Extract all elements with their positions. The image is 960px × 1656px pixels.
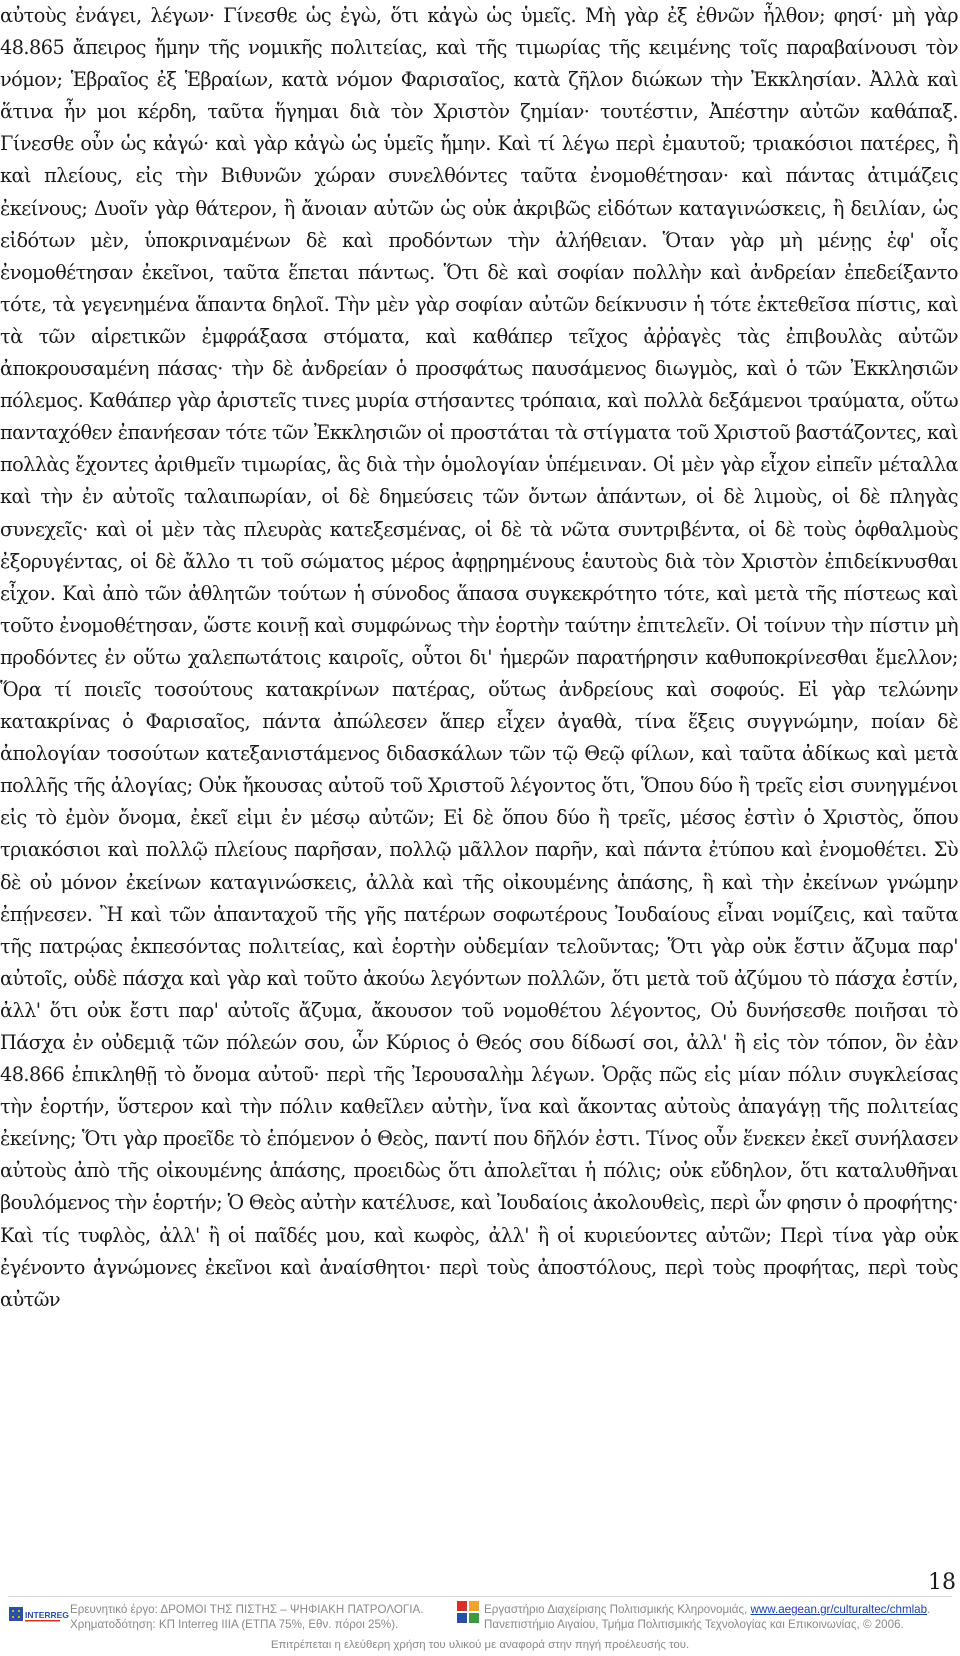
interreg-logo-icon — [9, 1605, 69, 1623]
footer-lab-info — [484, 1602, 930, 1632]
footer-project-info — [70, 1602, 423, 1632]
page-number: 18 — [928, 1570, 956, 1595]
footer-lab-line — [484, 1602, 930, 1617]
footer-university-line: Πανεπιστήμιο Αιγαίου, Τμήμα Πολιτισμικής Τεχνολογίας και Επικοινωνίας, © 2006. — [484, 1618, 904, 1631]
footer-lab-name: Εργαστήριο Διαχείρισης Πολιτισμικής Κληρονομιάς, — [484, 1603, 751, 1616]
footer — [0, 1596, 960, 1656]
footer-project-line: Ερευνητικό έργο: ΔΡΟΜΟΙ ΤΗΣ ΠΙΣΤΗΣ – ΨΗΦΙΑΚΗ ΠΑΤΡΟΛΟΓΙΑ. — [70, 1603, 424, 1616]
footer-lab-end: . — [927, 1603, 931, 1616]
paragraph: αὐτοὺς ἐνάγει, λέγων· Γίνεσθε ὡς ἐγὼ, ὅτι κἀγὼ ὡς ὑμεῖς. Μὴ γὰρ ἐξ ἐθνῶν ἦλθον; φησί· μὴ γὰρ 48.865 ἄπειρος ἤμην τῆς νομικῆς πολιτείας, καὶ τῆς τιμωρίας τῆς κειμένης τοῖς παραβαίνουσι τὸν νόμον; Ἑβραῖος ἐξ Ἑβραίων, κατὰ νόμον Φαρισαῖος, κατὰ ζῆλον διώκων τὴν Ἐκκλησίαν. Ἀλλὰ καὶ ἅτινα ἦν μοι κέρδη, ταῦτα ἥγημαι διὰ τὸν Χριστὸν ζημίαν· τουτέστιν, Ἀπέστην αὐτῶν καθάπαξ. Γίνεσθε οὖν ὡς κἀγώ· καὶ γὰρ κἀγὼ ὡς ὑμεῖς ἤμην. Καὶ τί λέγω περὶ ἐμαυτοῦ; τριακόσιοι πατέρες, ἢ καὶ πλείους, εἰς τὴν Βιθυνῶν χώραν συνελθόντες ταῦτα ἐνομοθέτησαν· καὶ πάντας ἀτιμάζεις ἐκείνους; Δυοῖν γὰρ θάτερον, ἢ ἄνοιαν αὐτῶν ὡς οὐκ ἀκριβῶς εἰδότων καταγινώσκεις, ἢ δειλίαν, ὡς εἰδότων μὲν, ὑποκριναμένων δὲ καὶ προδόντων τὴν ἀλήθειαν. Ὅταν γὰρ μὴ μένῃς ἐφ' οἷς ἐνομοθέτησαν ἐκεῖνοι, ταῦτα ἕπεται πάντως. Ὅτι δὲ καὶ σοφίαν πολλὴν καὶ ἀνδρείαν ἐπεδείξαντο τότε, τὰ γεγενημένα ἅπαντα δηλοῖ. Τὴν μὲν γὰρ σοφίαν αὐτῶν δείκνυσιν ἡ τότε ἐκτεθεῖσα πίστις, καὶ τὰ τῶν αἱρετικῶν ἐμφράξασα στόματα, καὶ καθάπερ τεῖχος ἀῤῥαγὲς τὰς ἐπιβουλὰς αὐτῶν ἀποκρουσαμένη πάσας· τὴν δὲ ἀνδρείαν ὁ προσφάτως παυσάμενος διωγμὸς, καὶ ὁ τῶν Ἐκκλησιῶν πόλεμος. Καθάπερ γὰρ ἀριστεῖς τινες μυρία στήσαντες τρόπαια, καὶ πολλὰ δεξάμενοι τραύματα, οὕτω πανταχόθεν ἐπανήεσαν τότε τῶν Ἐκκλησιῶν οἱ προστάται τὰ στίγματα τοῦ Χριστοῦ βαστάζοντες, καὶ πολλὰς ἔχοντες ἀριθμεῖν τιμωρίας, ἃς διὰ τὴν ὁμολογίαν ὑπέμειναν. Οἱ μὲν γὰρ εἶχον εἰπεῖν μέταλλα καὶ τὴν ἐν αὐτοῖς ταλαιπωρίαν, οἱ δὲ δημεύσεις τῶν ὄντων ἁπάντων, οἱ δὲ λιμοὺς, οἱ δὲ πληγὰς συνεχεῖς· καὶ οἱ μὲν τὰς πλευρὰς κατεξεσμένας, οἱ δὲ τὰ νῶτα συντριβέντα, οἱ δὲ τοὺς ὀφθαλμοὺς ἐξορυγέντας, οἱ δὲ ἄλλο τι τοῦ σώματος μέρος ἀφῃρημένους ἑαυτοὺς διὰ τὸν Χριστὸν ἐπιδείκνυσθαι εἶχον. Καὶ ἀπὸ τῶν ἀθλητῶν τούτων ἡ σύνοδος ἅπασα συγκεκρότητο τότε, καὶ μετὰ τῆς πίστεως καὶ τοῦτο ἐνομοθέτησαν, ὥστε κοινῇ καὶ συμφώνως τὴν ἑορτὴν ταύτην ἐπιτελεῖν. Οἱ τοίνυν τὴν πίστιν μὴ προδόντες ἐν οὕτω χαλεπωτάτοις καιροῖς, οὗτοι δι' ἡμερῶν παρατήρησιν καθυποκρίνεσθαι ἔμελλον; Ὅρα τί ποιεῖς τοσούτους κατακρίνων πατέρας, οὕτως ἀνδρείους καὶ σοφούς. Εἰ γὰρ τελώνην κατακρίνας ὁ Φαρισαῖος, πάντα ἀπώλεσεν ἅπερ εἶχεν ἀγαθὰ, τίνα ἕξεις συγγνώμην, ποίαν δὲ ἀπολογίαν τοσούτων κατεξανιστάμενος διδασκάλων τῶν τῷ Θεῷ φίλων, καὶ ταῦτα ἀδίκως καὶ μετὰ πολλῆς τῆς ἀλογίας; Οὐκ ἤκουσας αὐτοῦ τοῦ Χριστοῦ λέγοντος ὅτι, Ὅπου δύο ἢ τρεῖς εἰσι συνηγμένοι εἰς τὸ ἐμὸν ὄνομα, ἐκεῖ εἰμι ἐν μέσῳ αὐτῶν; Εἰ δὲ ὅπου δύο ἢ τρεῖς, μέσος ἐστὶν ὁ Χριστὸς, ὅπου τριακόσιοι καὶ πολλῷ πλείους παρῆσαν, πολλῷ μᾶλλον παρῆν, καὶ πάντα ἐτύπου καὶ ἐνομοθέτει. Σὺ δὲ οὐ μόνον ἐκείνων καταγινώσκεις, ἀλλὰ καὶ τῆς οἰκουμένης ἁπάσης, ἣ καὶ τὴν ἐκείνων γνώμην ἐπῄνεσεν. Ἢ καὶ τῶν ἁπανταχοῦ τῆς γῆς πατέρων σοφωτέρους Ἰουδαίους εἶναι νομίζεις, καὶ ταῦτα τῆς πατρῴας ἐκπεσόντας πολιτείας, καὶ ἑορτὴν οὐδεμίαν τελοῦντας; Ὅτι γὰρ οὐκ ἔστιν ἄζυμα παρ' αὐτοῖς, οὐδὲ πάσχα καὶ γὰρ καὶ τοῦτο ἀκούω λεγόντων πολλῶν, ὅτι μετὰ τοῦ ἀζύμου τὸ πάσχα ἐστίν, ἀλλ' ὅτι οὐκ ἔστι παρ' αὐτοῖς ἄζυμα, ἄκουσον τοῦ νομοθέτου λέγοντος, Οὐ δυνήσεσθε ποιῆσαι τὸ Πάσχα ἐν οὐδεμιᾷ τῶν πόλεών σου, ὧν Κύριος ὁ Θεός σου δίδωσί σοι, ἀλλ' ἢ εἰς τὸν τόπον, ὃν ἐὰν 48.866 ἐπικληθῇ τὸ ὄνομα αὐτοῦ· περὶ τῆς Ἰερουσαλὴμ λέγων. Ὁρᾷς πῶς εἰς μίαν πόλιν συγκλείσας τὴν ἑορτήν, ὕστερον καὶ τὴν πόλιν καθεῖλεν αὐτὴν, ἵνα καὶ ἄκοντας αὐτοὺς ἀπαγάγῃ τῆς πολιτείας ἐκείνης; Ὅτι γὰρ προεῖδε τὸ ἑπόμενον ὁ Θεὸς, παντί που δῆλόν ἐστι. Τίνος οὖν ἕνεκεν ἐκεῖ συνήλασεν αὐτοὺς ἀπὸ τῆς οἰκουμένης ἁπάσης, προειδὼς ὅτι ἀπολεῖται ἡ πόλις; οὐκ εὔδηλον, ὅτι καταλυθῆναι βουλόμενος τὴν ἑορτήν; Ὁ Θεὸς αὐτὴν κατέλυσε, καὶ Ἰουδαίοις ἀκολουθεὶς, περὶ ὧν φησιν ὁ προφήτης· Καὶ τίς τυφλὸς, ἀλλ' ἢ οἱ παῖδές μου, καὶ κωφὸς, ἀλλ' ἢ οἱ κυριεύοντες αὐτῶν; Περὶ τίνα γὰρ οὐκ ἐγένοντο ἀγνώμονες ἐκεῖνοι καὶ ἀναίσθητοι· περὶ τοὺς ἀποστόλους, περὶ τοὺς προφήτας, περὶ τοὺς αὐτῶν — [0, 4, 958, 1311]
lab-website-link[interactable]: www.aegean.gr/culturaltec/chmlab — [750, 1603, 928, 1616]
footer-usage-notice: Επιτρέπεται η ελεύθερη χρήση του υλικού με αναφορά στην πηγή προέλευσής του. — [270, 1639, 690, 1651]
footer-divider — [8, 1596, 952, 1597]
lab-logo-icon — [457, 1601, 479, 1623]
interreg-logo-text: INTERREG — [25, 1610, 69, 1620]
footer-funding-line: Χρηματοδότηση: ΚΠ Interreg IIIA (ΕΤΠΑ 75%, Εθν. πόροι 25%). — [70, 1618, 399, 1631]
